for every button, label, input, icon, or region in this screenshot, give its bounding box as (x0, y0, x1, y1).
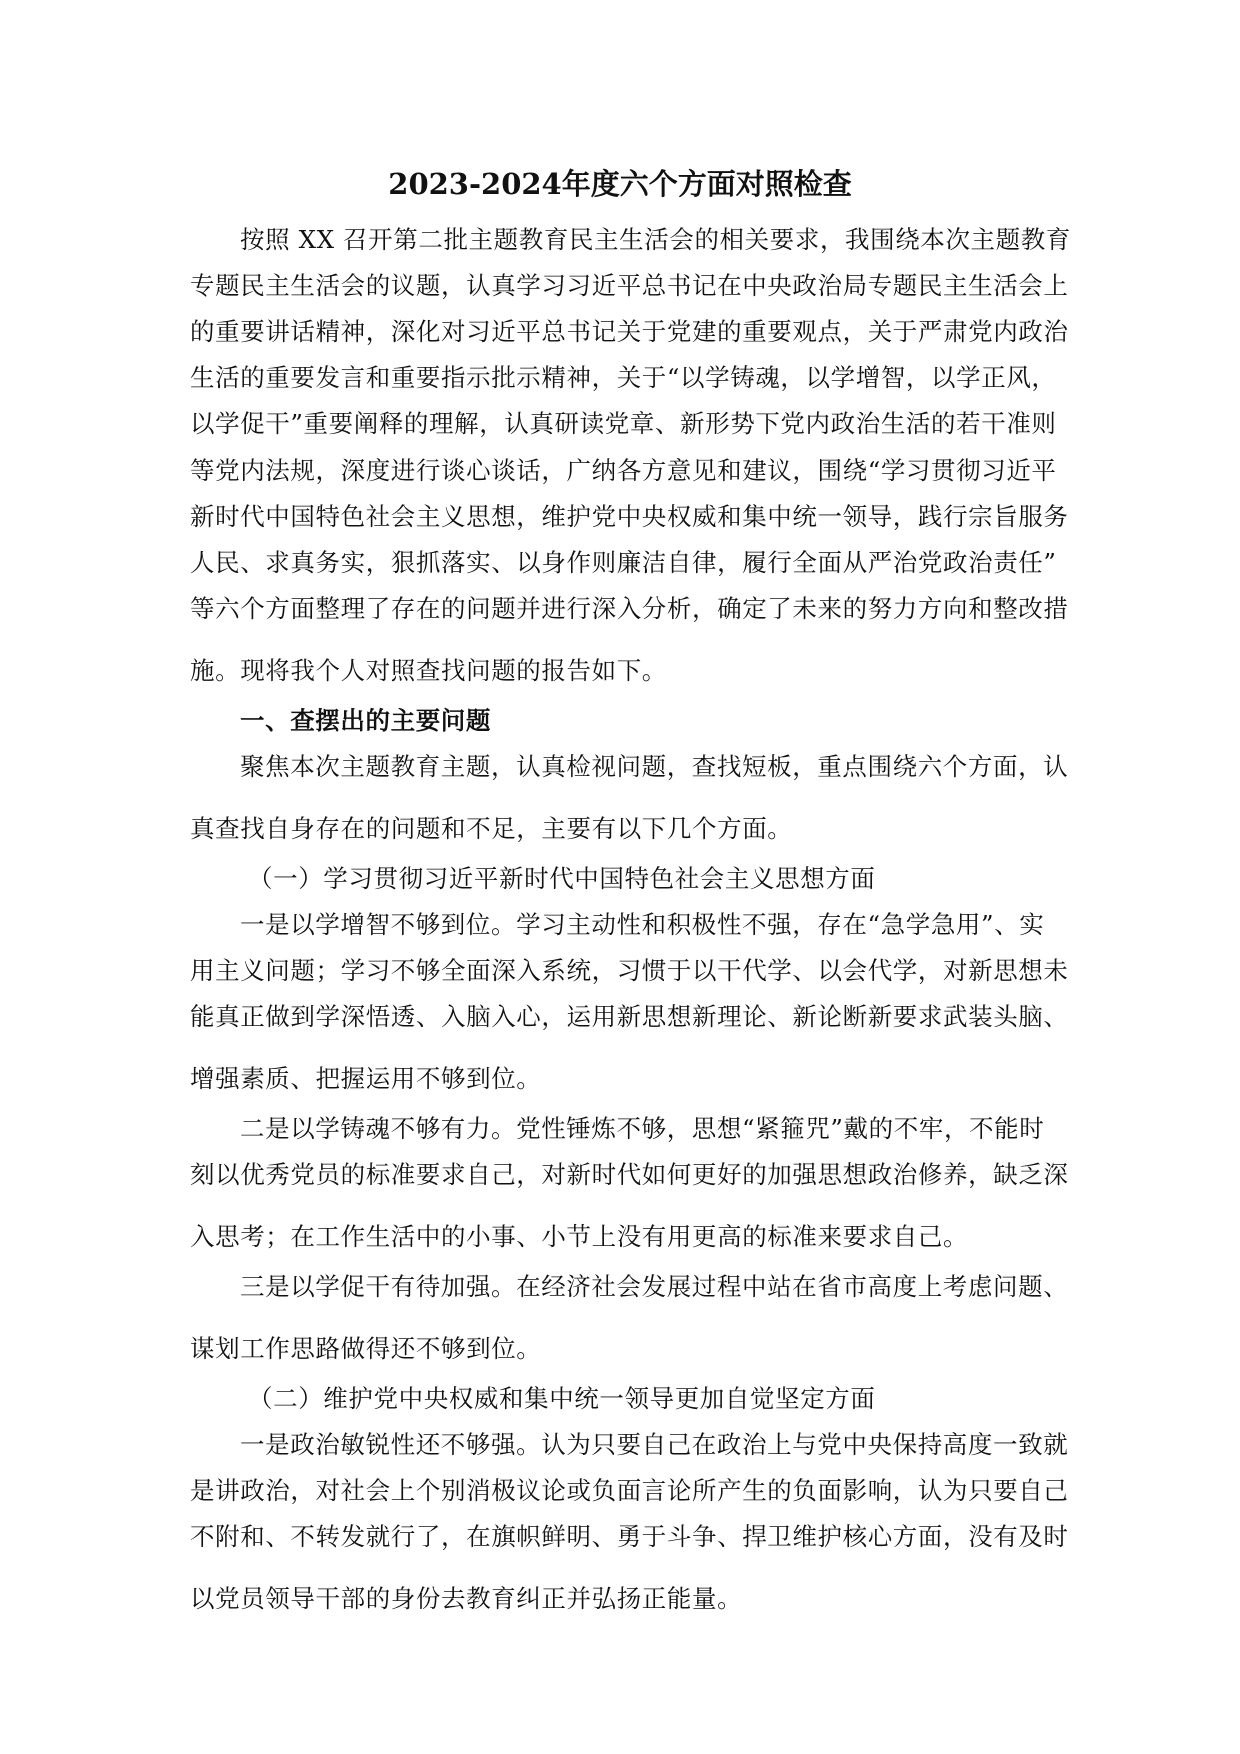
section-line: 真查找自身存在的问题和不足，主要有以下几个方面。 (190, 814, 793, 843)
item-line: 入思考；在工作生活中的小事、小节上没有用更高的标准来要求自己。 (190, 1222, 969, 1251)
document-title: 2023-2024年度六个方面对照检查 (388, 167, 852, 201)
item-line: 一是政治敏锐性还不够强。认为只要自己在政治上与党中央保持高度一致就 (240, 1430, 1069, 1459)
intro-line: 施。现将我个人对照查找问题的报告如下。 (190, 656, 667, 685)
item-line: 是讲政治，对社会上个别消极议论或负面言论所产生的负面影响，认为只要自己 (190, 1476, 1069, 1505)
item-line: 刻以优秀党员的标准要求自己，对新时代如何更好的加强思想政治修养，缺乏深 (190, 1160, 1069, 1189)
item-line: 谋划工作思路做得还不够到位。 (190, 1334, 542, 1363)
section-heading: 一、查摆出的主要问题 (240, 706, 491, 735)
item-line: 以党员领导干部的身份去教育纠正并弘扬正能量。 (190, 1584, 743, 1613)
item-line: 一是以学增智不够到位。学习主动性和积极性不强，存在“急学急用”、实 (240, 910, 1045, 939)
subsection-heading: （二）维护党中央权威和集中统一领导更加自觉坚定方面 (248, 1384, 876, 1413)
item-line: 增强素质、把握运用不够到位。 (190, 1064, 542, 1093)
intro-line: 人民、求真务实，狠抓落实、以身作则廉洁自律，履行全面从严治党政治责任” (190, 548, 1057, 577)
intro-line: 以学促干”重要阐释的理解，认真研读党章、新形势下党内政治生活的若干准则 (190, 409, 1057, 438)
item-line: 二是以学铸魂不够有力。党性锤炼不够，思想“紧箍咒”戴的不牢，不能时 (240, 1114, 1045, 1143)
item-line: 用主义问题；学习不够全面深入系统，习惯于以干代学、以会代学，对新思想未 (190, 956, 1069, 985)
intro-line: 按照 XX 召开第二批主题教育民主生活会的相关要求，我围绕本次主题教育 (240, 225, 1071, 254)
item-line: 能真正做到学深悟透、入脑入心，运用新思想新理论、新论断新要求武装头脑、 (190, 1002, 1069, 1031)
intro-line: 的重要讲话精神，深化对习近平总书记关于党建的重要观点，关于严肃党内政治 (190, 317, 1069, 346)
intro-line: 等六个方面整理了存在的问题并进行深入分析，确定了未来的努力方向和整改措 (190, 594, 1069, 623)
section-line: 聚焦本次主题教育主题，认真检视问题，查找短板，重点围绕六个方面，认 (240, 752, 1069, 781)
intro-line: 生活的重要发言和重要指示批示精神，关于“以学铸魂，以学增智，以学正风， (190, 363, 1057, 392)
item-line: 不附和、不转发就行了，在旗帜鲜明、勇于斗争、捍卫维护核心方面，没有及时 (190, 1522, 1069, 1551)
intro-line: 专题民主生活会的议题，认真学习习近平总书记在中央政治局专题民主生活会上 (190, 271, 1069, 300)
item-line: 三是以学促干有待加强。在经济社会发展过程中站在省市高度上考虑问题、 (240, 1272, 1069, 1301)
intro-line: 等党内法规，深度进行谈心谈话，广纳各方意见和建议，围绕“学习贯彻习近平 (190, 456, 1057, 485)
subsection-heading: （一）学习贯彻习近平新时代中国特色社会主义思想方面 (248, 864, 876, 893)
intro-line: 新时代中国特色社会主义思想，维护党中央权威和集中统一领导，践行宗旨服务 (190, 502, 1069, 531)
